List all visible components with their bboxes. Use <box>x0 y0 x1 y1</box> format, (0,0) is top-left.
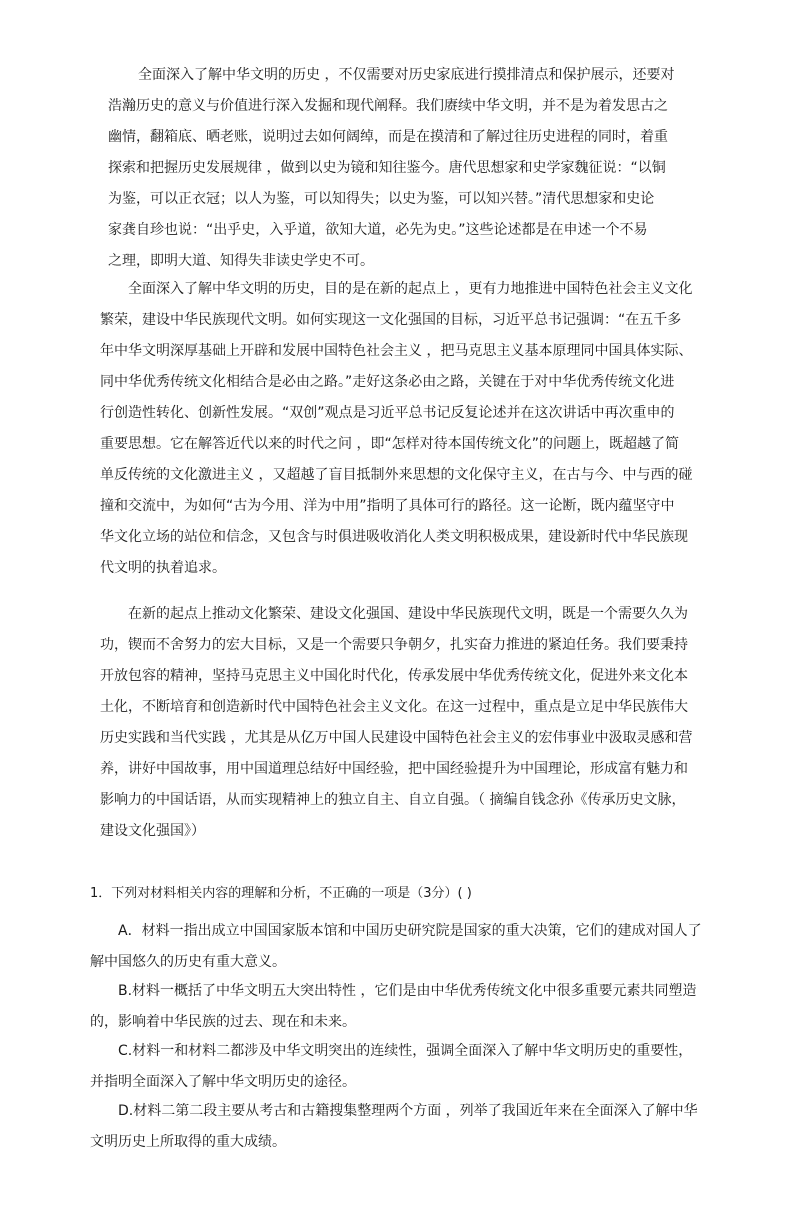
text-line: 在新的起点上推动文化繁荣、建设文化强国、建设中华民族现代文明，既是一个需要久久为 <box>128 606 688 622</box>
text-line: 重要思想。它在解答近代以来的时代之问 ，即“怎样对待本国传统文化”的问题上，既超越了简 <box>100 436 679 452</box>
text-line: 繁荣，建设中华民族现代文明。如何实现这一文化强国的目标，习近平总书记强调：“在五千多 <box>100 312 682 328</box>
text-line: 养，讲好中国故事，用中国道理总结好中国经验，把中国经验提升为中国理论，形成富有魅力和 <box>100 761 688 777</box>
option-text: 并指明全面深入了解中华文明历史的途径。 <box>90 1074 356 1090</box>
text-line: 全面深入了解中华文明的历史 ，不仅需要对历史家底进行摸排清点和保护展示，还要对 <box>138 67 675 83</box>
option-text: 解中国悠久的历史有重大意义。 <box>90 954 286 970</box>
text-line: 功，锲而不舍努力的宏大目标，又是一个需要只争朝夕，扎实奋力推进的紧迫任务。我们要秉持 <box>100 637 688 653</box>
text-line: 土化，不断培育和创造新时代中国特色社会主义文化。在这一过程中，重点是立足中华民族伟大 <box>100 699 688 715</box>
option-text: 的，影响着中华民族的过去、现在和未来。 <box>90 1014 356 1030</box>
text-line: 同中华优秀传统文化相结合是必由之路。”走好这条必由之路，关键在于对中华优秀传统文化进 <box>100 374 675 390</box>
text-line: 探索和把握历史发展规律 ，做到以史为镜和知往鉴今。唐代思想家和史学家魏征说：“以铜 <box>108 160 666 176</box>
text-line: 历史实践和当代实践 ，尤其是从亿万中国人民建设中国特色社会主义的宏伟事业中汲取灵感和营 <box>100 730 693 746</box>
text-line: 影响力的中国话语，从而实现精神上的独立自主、自立自强。（ 摘编自钱念孙《传承历史文脉， <box>100 792 686 808</box>
option-text: B.材料一概括了中华文明五大突出特性 ，它们是由中华优秀传统文化中很多重要元素共同塑造 <box>118 983 697 999</box>
text-line: 家龚自珍也说：“出乎史，入乎道，欲知大道，必先为史。”这些论述都是在申述一个不易 <box>108 222 648 238</box>
text-line: 全面深入了解中华文明的历史，目的是在新的起点上 ，更有力地推进中国特色社会主义文化 <box>128 281 693 297</box>
option-text: D.材料二第二段主要从考古和古籍搜集整理两个方面 ，列举了我国近年来在全面深入了解中华 <box>118 1103 698 1119</box>
text-line: 华文化立场的站位和信念，又包含与时俱进吸收消化人类文明积极成果，建设新时代中华民族现 <box>100 529 688 545</box>
text-line: 建设文化强国》） <box>100 823 205 839</box>
text-line: 年中华文明深厚基础上开辟和发展中国特色社会主义 ，把马克思主义基本原理同中国具体实际、 <box>100 343 693 359</box>
text-line: 开放包容的精神，坚持马克思主义中国化时代化，传承发展中华优秀传统文化，促进外来文化本 <box>100 668 688 684</box>
question-title: 1．下列对材料相关内容的理解和分析，不正确的一项是（3分）( ) <box>90 886 472 901</box>
option-text: C.材料一和材料二都涉及中华文明突出的连续性，强调全面深入了解中华文明历史的重要性， <box>118 1043 693 1059</box>
text-line: 行创造性转化、创新性发展。“双创”观点是习近平总书记反复论述并在这次讲话中再次重申的 <box>100 405 675 421</box>
option-text: 文明历史上所取得的重大成绩。 <box>90 1134 286 1150</box>
option-text: A．材料一指出成立中国国家版本馆和中国历史研究院是国家的重大决策，它们的建成对国人了 <box>118 923 702 939</box>
text-line: 幽情，翻箱底、晒老账，说明过去如何阔绰，而是在摸清和了解过往历史进程的同时，着重 <box>108 129 668 145</box>
text-line: 撞和交流中，为如何“古为今用、洋为中用”指明了具体可行的路径。这一论断，既内蕴坚守中 <box>100 498 675 514</box>
text-line: 之理，即明大道、知得失非读史学史不可。 <box>108 253 374 269</box>
text-line: 代文明的执着追求。 <box>100 560 226 576</box>
text-line: 为鉴，可以正衣冠；以人为鉴，可以知得失；以史为鉴，可以知兴替。”清代思想家和史论 <box>108 191 655 207</box>
text-line: 单反传统的文化激进主义 ，又超越了盲目抵制外来思想的文化保守主义，在古与今、中与西的碰 <box>100 467 693 483</box>
text-line: 浩瀚历史的意义与价值进行深入发掘和现代阐释。我们赓续中华文明，并不是为着发思古之 <box>108 98 668 114</box>
